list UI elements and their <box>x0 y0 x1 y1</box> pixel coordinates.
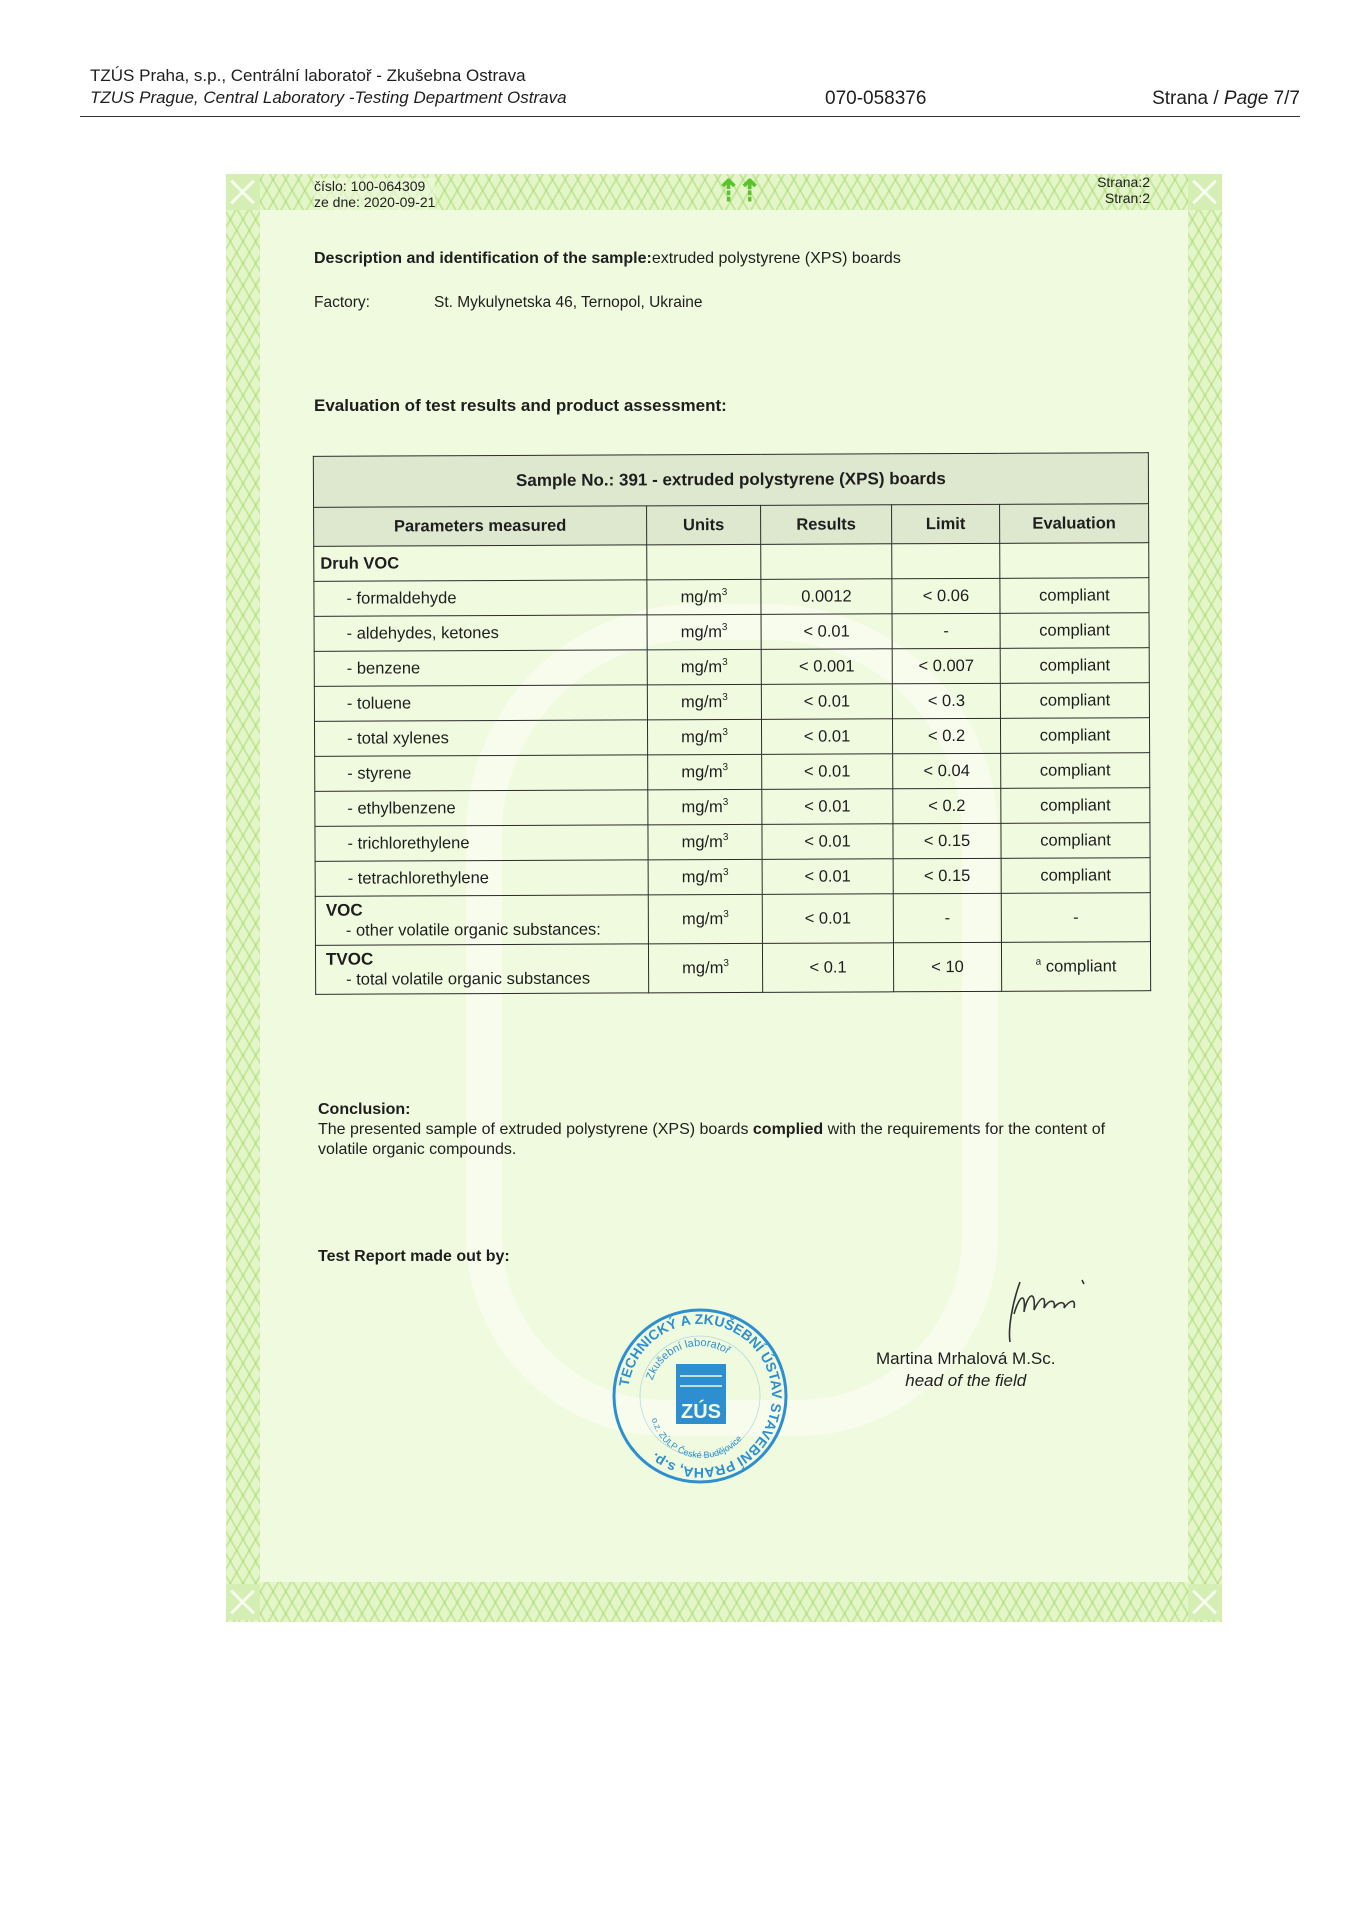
param-name: - aldehydes, ketones <box>314 615 647 651</box>
param-name: - styrene <box>315 755 648 791</box>
param-evaluation: compliant <box>1001 753 1150 789</box>
column-header: Parameters measured <box>314 506 647 546</box>
param-unit: $mg/m^3$ <box>648 789 762 824</box>
param-limit: < 0.04 <box>893 753 1001 788</box>
org-name-en: TZUS Prague, Central Laboratory -Testing Department Ostrava <box>90 88 567 107</box>
param-name: - ethylbenzene <box>315 790 648 826</box>
param-result: < 0.1 <box>762 943 893 993</box>
conclusion-verdict: complied <box>752 1121 824 1138</box>
corner-ornament <box>226 174 260 210</box>
page-header <box>80 64 1300 117</box>
factory-label: Factory: <box>314 294 370 311</box>
param-result: < 0.01 <box>762 824 893 860</box>
param-name: - benzene <box>314 650 647 686</box>
param-result: < 0.01 <box>761 719 892 755</box>
param-result: < 0.01 <box>762 894 893 944</box>
table-row <box>315 823 1150 862</box>
certificate-meta <box>314 178 435 210</box>
group-row <box>314 543 1149 582</box>
signatory-role: head of the field <box>905 1371 1027 1390</box>
guilloche-border-right <box>1188 174 1222 1622</box>
made-by-label: Test Report made out by: <box>318 1248 510 1265</box>
param-result: < 0.01 <box>762 859 893 895</box>
table-row <box>314 718 1149 757</box>
param-evaluation: compliant <box>1001 858 1150 894</box>
table-row <box>314 648 1149 687</box>
official-stamp-icon <box>610 1306 790 1486</box>
tvoc-row <box>315 942 1150 995</box>
unit-exponent: 3 <box>723 909 729 921</box>
param-unit: $mg/m^3$ <box>648 824 762 859</box>
stamp-inner-bottom: o.z. ZÚLP České Budějovice <box>649 1416 744 1461</box>
param-limit: < 0.007 <box>892 648 1000 683</box>
param-limit: < 10 <box>893 942 1001 991</box>
param-unit: $mg/m^3$ <box>647 719 761 754</box>
param-name: VOC - other volatile organic substances: <box>315 895 648 945</box>
sample-description <box>314 250 901 268</box>
param-name: - total xylenes <box>314 720 647 756</box>
param-evaluation: compliant <box>1000 648 1149 684</box>
page-value: 7/7 <box>1273 88 1300 109</box>
param-limit: < 0.15 <box>893 858 1001 893</box>
document-number: 070-058376 <box>825 88 927 109</box>
org-name-cz: TZÚS Praha, s.p., Centrální laboratoř - Zkušebna Ostrava <box>90 66 526 85</box>
certificate-date: ze dne: 2020-09-21 <box>314 194 436 210</box>
signatory-name: Martina Mrhalová M.Sc. <box>876 1349 1056 1368</box>
param-limit: < 0.2 <box>892 718 1000 753</box>
evaluation-title: Evaluation of test results and product assessment: <box>314 396 727 415</box>
voc-row <box>315 893 1150 946</box>
param-result: 0.0012 <box>761 579 892 615</box>
certificate-page-cz: Strana:2 <box>1097 174 1150 190</box>
param-evaluation: compliant <box>1000 683 1149 719</box>
param-result: < 0.01 <box>762 789 893 825</box>
param-evaluation: compliant <box>1000 578 1149 614</box>
param-unit: $mg/m^3$ <box>648 943 762 992</box>
unit-exponent: 3 <box>723 958 729 970</box>
stamp-outer-text: TECHNICKÝ A ZKUŠEBNÍ ÚSTAV STAVEBNÍ PRAHA, s.p. <box>615 1310 786 1482</box>
results-table <box>313 452 1151 995</box>
guilloche-border-bottom <box>226 1582 1222 1622</box>
unit-exponent: 3 <box>722 797 729 809</box>
unit-exponent: 3 <box>722 762 729 774</box>
param-name: TVOC - total volatile organic substances <box>315 944 648 994</box>
page-label-en: Page <box>1223 88 1269 109</box>
param-unit: $mg/m^3$ <box>647 614 761 649</box>
description-value: extruded polystyrene (XPS) boards <box>651 250 901 267</box>
param-evaluation: - <box>1001 893 1150 943</box>
param-evaluation: compliant <box>1000 613 1149 649</box>
unit-exponent: 3 <box>721 587 728 599</box>
param-unit: $mg/m^3$ <box>648 894 762 943</box>
description-label: Description and identification of the sample: <box>314 250 652 267</box>
param-limit: - <box>893 893 1001 942</box>
param-result: < 0.001 <box>761 649 892 685</box>
tree-emblem-icon: ⇡⇡ <box>716 175 759 208</box>
param-unit: $mg/m^3$ <box>647 684 761 719</box>
param-unit: $mg/m^3$ <box>648 859 762 894</box>
table-row <box>315 753 1150 792</box>
param-name: - tetrachlorethylene <box>315 860 648 896</box>
unit-exponent: 3 <box>721 622 728 634</box>
table-row <box>315 858 1150 897</box>
factory-line <box>314 294 703 312</box>
param-limit: < 0.06 <box>892 578 1000 613</box>
conclusion-label: Conclusion: <box>318 1101 411 1118</box>
table-row <box>314 578 1149 617</box>
corner-ornament <box>1188 1584 1222 1620</box>
param-result: < 0.01 <box>761 684 892 720</box>
conclusion <box>318 1100 1158 1160</box>
param-result: < 0.01 <box>762 754 893 790</box>
certificate <box>226 174 1222 1622</box>
corner-ornament <box>1188 174 1222 210</box>
param-result: < 0.01 <box>761 614 892 650</box>
table-title: Sample No.: 391 - extruded polystyrene (XPS) boards <box>313 453 1148 508</box>
group-label: VOC <box>325 900 363 920</box>
conclusion-text: The presented sample of extruded polystyrene (XPS) boards complied with the requirements for the content of volatile organic compounds. <box>318 1121 1106 1158</box>
page-indicator <box>1152 88 1300 110</box>
corner-ornament <box>226 1584 260 1620</box>
param-evaluation: compliant <box>1001 823 1150 859</box>
guilloche-border-left <box>226 174 260 1622</box>
group-label: Druh VOC <box>314 545 647 581</box>
factory-value: St. Mykulynetska 46, Ternopol, Ukraine <box>434 294 703 311</box>
param-limit: < 0.15 <box>893 823 1001 858</box>
certificate-number: číslo: 100-064309 <box>314 178 426 194</box>
group-label: TVOC <box>325 949 374 969</box>
signature-icon <box>990 1274 1100 1344</box>
table-row <box>315 788 1150 827</box>
unit-exponent: 3 <box>722 692 728 704</box>
footnote-mark: a <box>1035 956 1042 968</box>
param-limit: - <box>892 613 1000 648</box>
stamp-logo: ZÚS <box>681 1401 721 1423</box>
param-limit: < 0.3 <box>892 683 1000 718</box>
page-label-cz: Strana / <box>1152 88 1224 109</box>
param-evaluation: compliant <box>1000 718 1149 754</box>
column-header: Evaluation <box>1000 504 1149 544</box>
unit-exponent: 3 <box>722 727 728 739</box>
column-header: Units <box>647 505 761 544</box>
table-row <box>314 683 1149 722</box>
param-name: - trichlorethylene <box>315 825 648 861</box>
certificate-page-alt: Stran:2 <box>1104 190 1150 206</box>
param-unit: $mg/m^3$ <box>648 754 762 789</box>
column-header: Results <box>761 505 892 545</box>
unit-exponent: 3 <box>722 867 729 879</box>
param-unit: $mg/m^3$ <box>647 579 761 614</box>
param-limit: < 0.2 <box>893 788 1001 823</box>
column-header: Limit <box>892 504 1000 543</box>
param-name: - formaldehyde <box>314 580 647 616</box>
unit-exponent: 3 <box>722 657 728 669</box>
signatory <box>876 1348 1056 1392</box>
unit-exponent: 3 <box>722 832 729 844</box>
param-evaluation: compliant <box>1001 788 1150 824</box>
param-evaluation: $^a$ compliant <box>1001 942 1150 992</box>
stamp-inner-top: Zkušební laboratoř <box>643 1336 733 1382</box>
param-unit: $mg/m^3$ <box>647 649 761 684</box>
table-row <box>314 613 1149 652</box>
certificate-page <box>1097 174 1150 206</box>
param-name: - toluene <box>314 685 647 721</box>
